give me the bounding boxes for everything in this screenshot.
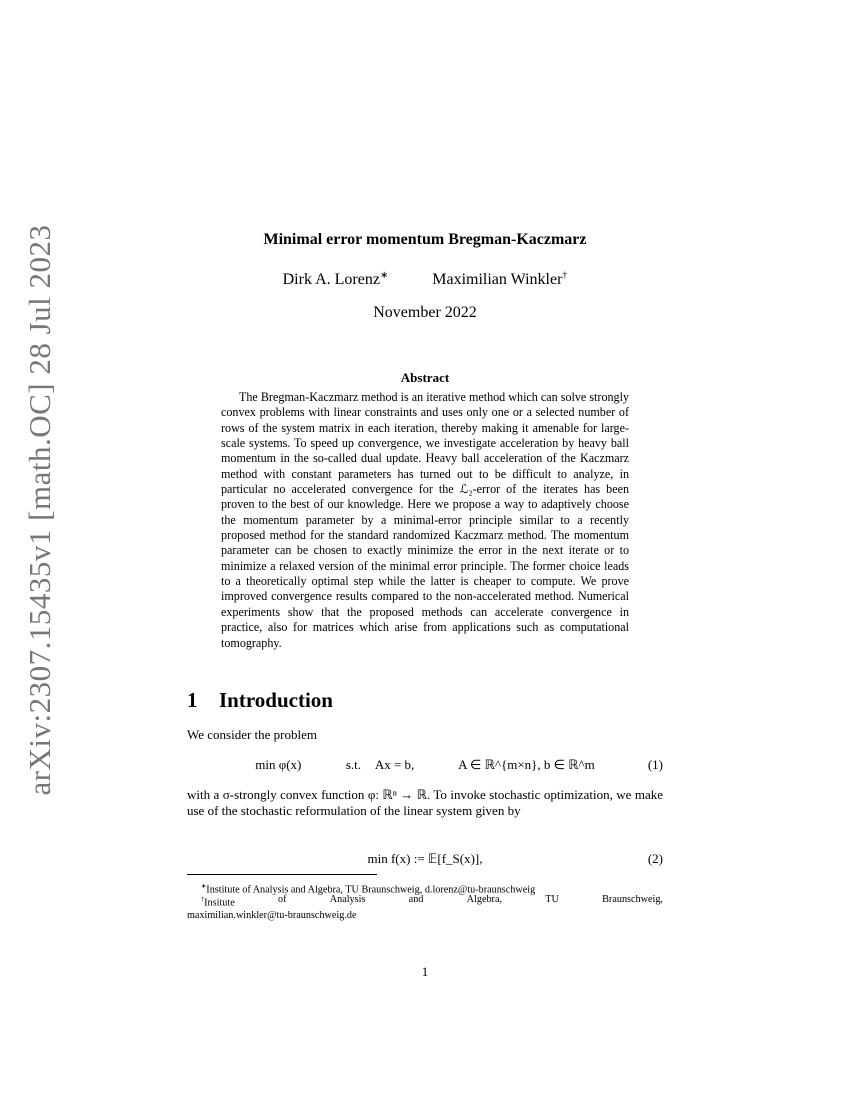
footnote-rule: [187, 874, 377, 875]
paper-date: November 2022: [373, 304, 477, 321]
eq1-domain: A ∈ ℝ^{m×n}, b ∈ ℝ^m: [458, 757, 595, 772]
eq1-number: (1): [647, 757, 663, 772]
abstract-text: The Bregman-Kaczmarz method is an iterative method which can solve strongly convex problems with linear constraints and uses only one or a selected number of rows of the system matrix in each iteration, thereby making it amenable for large-scale systems. To speed up convergence, we investigate acceleration by heavy ball momentum in the so-called dual update. Heavy ball acceleration of the Kaczmarz method with constant parameters has turned out to be difficult to analyze, in particular no accelerated convergence for the ℒ₂-error of the iterates has been proven to the best of our knowledge. Here we propose a way to adaptively choose the momentum parameter by a minimal-error principle similar to a recently proposed method for the standard randomized Kaczmarz method. The momentum parameter can be chosen to exactly minimize the error in the next iterate or to minimize a relaxed version of the minimal error principle. The former choice leads to a theoretically optimal step while the latter is cheaper to compute. We prove improved convergence results compared to the non-accelerated method. Numerical experiments show that the proposed methods can accelerate convergence in practice, also for matrices which arise from applications such as computational tomography.: [221, 390, 629, 650]
arxiv-side-label: arXiv:2307.15435v1 [math.OC] 28 Jul 2023: [22, 224, 57, 796]
page-number: 1: [421, 964, 429, 979]
eq2-body: min f(x) := 𝔼[f_S(x)],: [367, 851, 483, 866]
paper-title: Minimal error momentum Bregman-Kaczmarz: [263, 231, 587, 248]
equation-2: [187, 851, 663, 869]
intro-paragraph-2: with a σ-strongly convex function φ: ℝⁿ → ℝ. To invoke stochastic optimization, we make use of the stochastic reformulation of the linear system given by: [187, 787, 663, 818]
author-2: Maximilian Winkler†: [432, 270, 568, 289]
author-1: Dirk A. Lorenz∗: [282, 270, 389, 289]
footnote-2: [187, 893, 663, 922]
eq1-lhs: min φ(x): [255, 757, 302, 772]
equation-1: [187, 757, 663, 775]
author-list: [0, 270, 850, 289]
eq1-constraint: Ax = b,: [374, 757, 415, 772]
section-heading: 1 Introduction: [187, 688, 333, 712]
footnote-1: ∗Institute of Analysis and Algebra, TU Braunschweig, d.lorenz@tu-braunschweig: [201, 883, 536, 896]
intro-paragraph-1: We consider the problem: [187, 727, 317, 742]
eq2-number: (2): [647, 851, 663, 866]
footnote-2-line-1: †Insitute of Analysis and Algebra, TU Braunschweig,: [201, 894, 663, 909]
eq1-st: s.t.: [345, 757, 362, 772]
abstract-heading: Abstract: [400, 370, 450, 385]
footnote-2-line-2: maximilian.winkler@tu-braunschweig.de: [187, 910, 357, 922]
